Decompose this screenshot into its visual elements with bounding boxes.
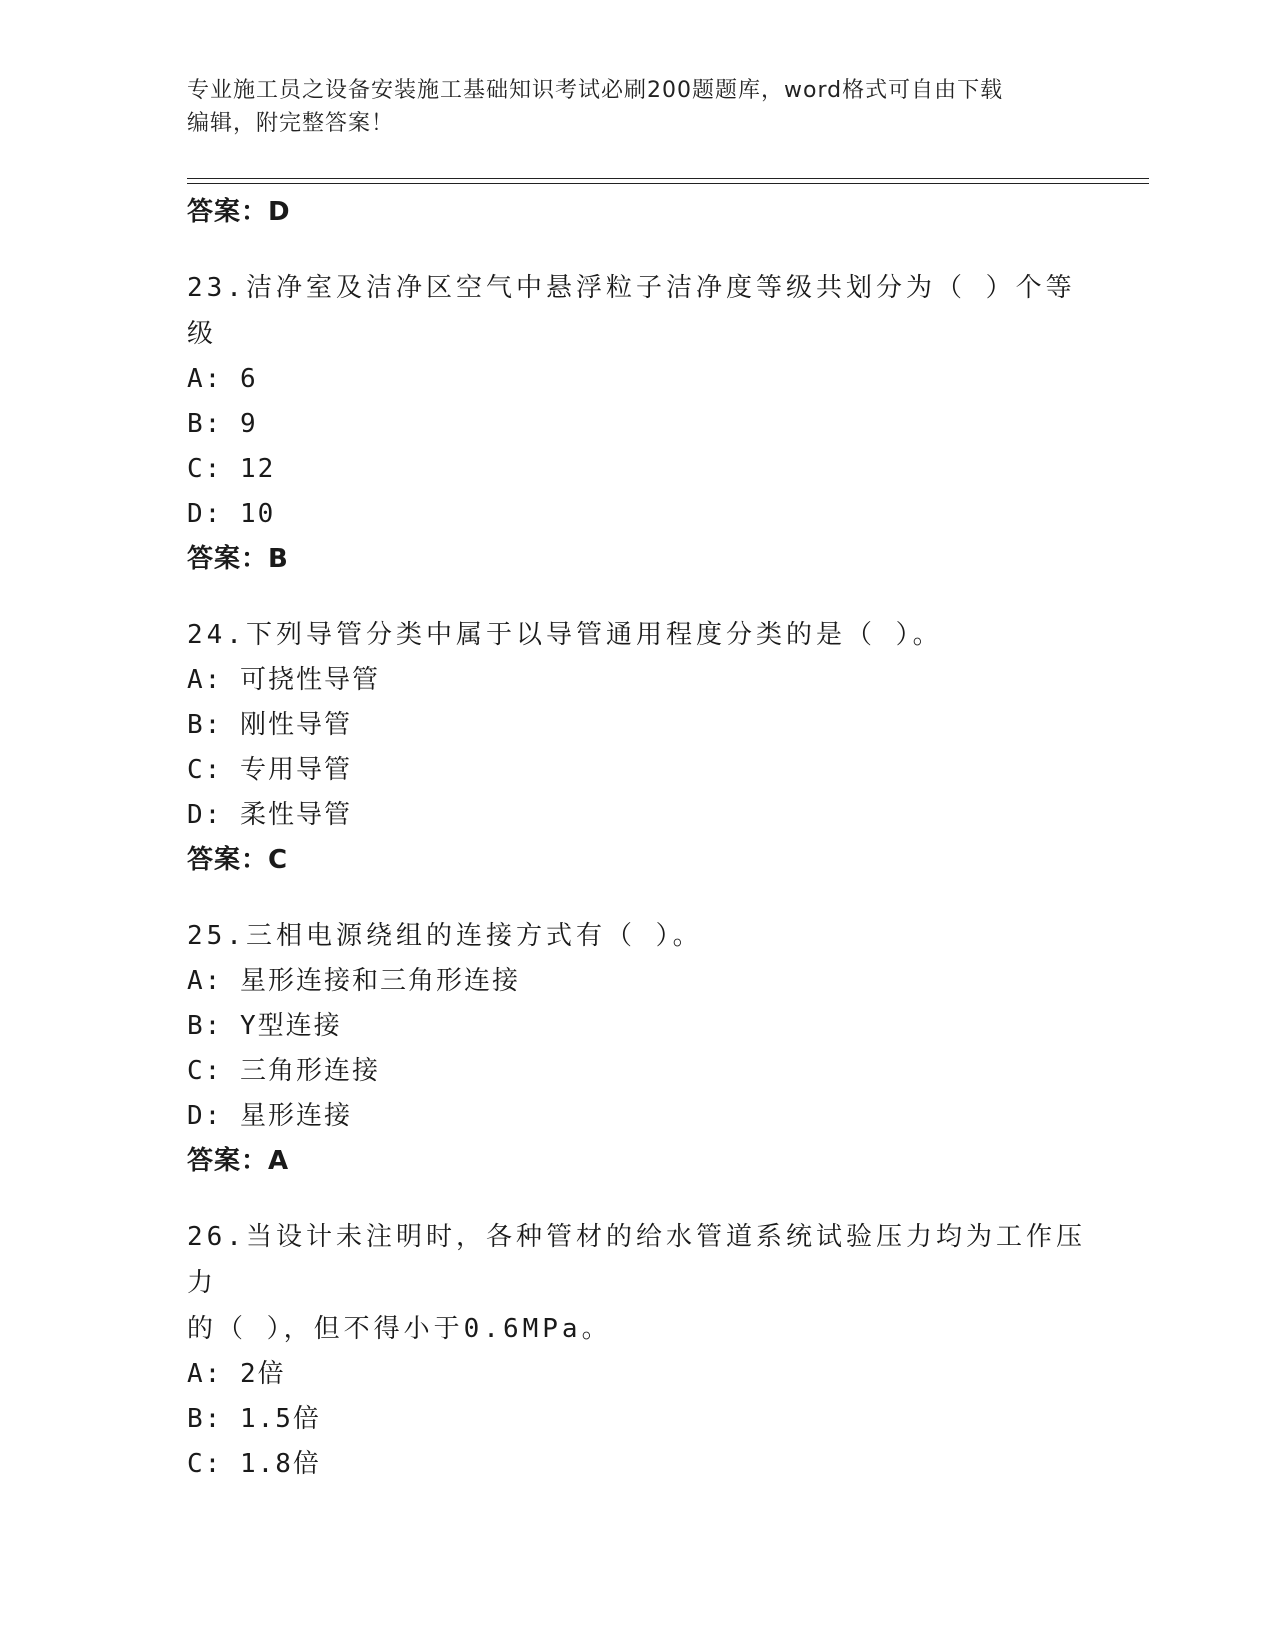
question-23 — [187, 265, 1087, 581]
option-c: C: 1.8倍 — [187, 1449, 321, 1479]
question-24 — [187, 612, 1087, 882]
option-d: D: 柔性导管 — [187, 800, 352, 830]
previous-answer: 答案：D — [187, 197, 291, 227]
header-divider-bottom — [187, 183, 1149, 184]
header-divider-top — [187, 178, 1149, 179]
question-list — [187, 190, 1087, 1487]
option-b: B: 刚性导管 — [187, 710, 352, 740]
question-text: 25.三相电源绕组的连接方式有（ ）。 — [187, 921, 703, 951]
question-26 — [187, 1214, 1087, 1487]
answer: 答案：A — [187, 1146, 290, 1176]
option-d: D: 10 — [187, 499, 276, 529]
question-25 — [187, 913, 1087, 1183]
option-a: A: 2倍 — [187, 1359, 286, 1389]
question-text: 24.下列导管分类中属于以导管通用程度分类的是（ ）。 — [187, 620, 943, 650]
answer: 答案：C — [187, 845, 289, 875]
question-text-line-2: 的（ ），但不得小于0.6MPa。 — [187, 1314, 612, 1344]
question-text: 23.洁净室及洁净区空气中悬浮粒子洁净度等级共划分为（ ）个等级 — [187, 273, 1076, 349]
answer: 答案：B — [187, 544, 289, 574]
option-c: C: 三角形连接 — [187, 1056, 380, 1086]
option-c: C: 专用导管 — [187, 755, 352, 785]
option-a: A: 星形连接和三角形连接 — [187, 966, 520, 996]
option-c: C: 12 — [187, 454, 276, 484]
option-b: B: 9 — [187, 409, 258, 439]
option-b: B: 1.5倍 — [187, 1404, 321, 1434]
option-a: A: 可挠性导管 — [187, 665, 380, 695]
question-text-line-1: 26.当设计未注明时，各种管材的给水管道系统试验压力均为工作压力 — [187, 1222, 1086, 1298]
header-title-line-2: 编辑，附完整答案！ — [187, 111, 395, 136]
page-header — [187, 74, 1087, 140]
header-title-line-1: 专业施工员之设备安装施工基础知识考试必刷200题题库，word格式可自由下载 — [187, 78, 1004, 103]
option-a: A: 6 — [187, 364, 258, 394]
option-d: D: 星形连接 — [187, 1101, 352, 1131]
option-b: B: Y型连接 — [187, 1011, 342, 1041]
